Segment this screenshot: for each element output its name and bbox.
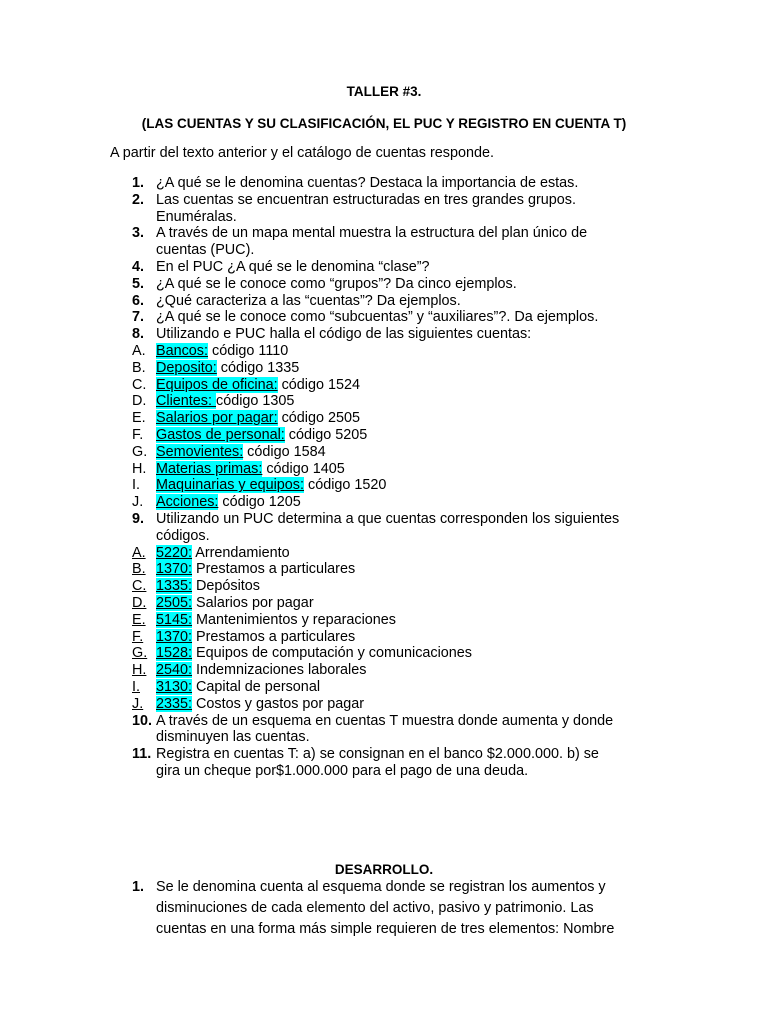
code-item: A. 5220: Arrendamiento (132, 544, 290, 561)
page-title: TALLER #3. (346, 84, 422, 99)
account-name: Materias primas: (156, 460, 263, 477)
code-value: 1370: (156, 628, 193, 645)
account-item: E. Salarios por pagar: código 2505 (132, 410, 361, 427)
code-value: 2335: (156, 695, 193, 712)
question-3: 3. A través de un mapa mental muestra la estructura del plan único de (132, 225, 588, 242)
code-item: D. 2505: Salarios por pagar (132, 594, 314, 611)
account-item: D. Clientes: código 1305 (132, 393, 295, 410)
account-name: Bancos: (156, 342, 208, 359)
account-code: código 1584 (243, 443, 326, 460)
question-6: 6. ¿Qué caracteriza a las “cuentas”? Da ejemplos. (132, 292, 461, 309)
question-3-cont: cuentas (PUC). (156, 242, 255, 259)
question-7: 7. ¿A qué se le conoce como “subcuentas” y “auxiliares”?. Da ejemplos. (132, 309, 599, 326)
account-code: código 1205 (218, 494, 301, 511)
account-name: Acciones: (156, 494, 219, 511)
code-value: 2505: (156, 594, 193, 611)
code-description: Prestamos a particulares (192, 561, 356, 578)
account-name: Salarios por pagar: (156, 410, 278, 427)
account-item: F. Gastos de personal: código 5205 (132, 426, 368, 443)
code-description: Depósitos (192, 578, 261, 595)
development-title: DESARROLLO. (334, 862, 434, 877)
account-code: código 1405 (262, 460, 345, 477)
account-item: J. Acciones: código 1205 (132, 494, 301, 511)
code-item: F. 1370: Prestamos a particulares (132, 628, 356, 645)
question-8: 8. Utilizando e PUC halla el código de las siguientes cuentas: (132, 326, 532, 343)
account-name: Semovientes: (156, 443, 244, 460)
question-9: 9. Utilizando un PUC determina a que cuentas corresponden los siguientes (132, 510, 620, 527)
code-value: 5145: (156, 611, 193, 628)
account-item: G. Semovientes: código 1584 (132, 443, 326, 460)
code-description: Salarios por pagar (192, 594, 314, 611)
code-item: C. 1335: Depósitos (132, 578, 261, 595)
code-description: Equipos de computación y comunicaciones (192, 645, 472, 662)
page-subtitle: (LAS CUENTAS Y SU CLASIFICACIÓN, EL PUC Y REGISTRO EN CUENTA T) (141, 116, 627, 131)
code-value: 1528: (156, 645, 193, 662)
account-code: código 2505 (277, 410, 361, 427)
code-value: 5220: (156, 544, 193, 561)
code-description: Mantenimientos y reparaciones (192, 611, 396, 628)
account-item: C. Equipos de oficina: código 1524 (132, 376, 361, 393)
code-description: Capital de personal (192, 678, 321, 695)
account-code: código 1520 (304, 477, 387, 494)
code-description: Indemnizaciones laborales (192, 662, 367, 679)
account-name: Deposito: (156, 359, 217, 376)
account-item: B. Deposito: código 1335 (132, 359, 300, 376)
account-name: Equipos de oficina: (156, 376, 278, 393)
code-description: Arrendamiento (192, 544, 290, 561)
code-value: 2540: (156, 662, 193, 679)
question-2: 2. Las cuentas se encuentran estructuradas en tres grandes grupos. (132, 191, 576, 208)
account-name: Maquinarias y equipos: (156, 477, 304, 494)
development-section (0, 877, 768, 940)
code-value: 3130: (156, 678, 193, 695)
code-value: 1370: (156, 561, 193, 578)
account-code: código 5205 (284, 426, 368, 443)
answer-1-cont: disminuciones de cada elemento del activo, pasivo y patrimonio. Las (156, 900, 594, 916)
code-item: B. 1370: Prestamos a particulares (132, 561, 356, 578)
question-11-cont: gira un cheque por$1.000.000 para el pago de una deuda. (156, 762, 529, 779)
code-description: Costos y gastos por pagar (192, 695, 364, 712)
account-code: código 1305 (216, 393, 295, 410)
code-item: J. 2335: Costos y gastos por pagar (132, 695, 364, 712)
intro-text: A partir del texto anterior y el catálogo de cuentas responde. (110, 145, 494, 161)
answer-1-cont: cuentas en una forma más simple requieren de tres elementos: Nombre (156, 921, 615, 937)
account-code: código 1524 (277, 376, 361, 393)
code-item: H. 2540: Indemnizaciones laborales (132, 662, 367, 679)
account-item: H. Materias primas: código 1405 (132, 460, 345, 477)
question-10-cont: disminuyen las cuentas. (156, 729, 310, 746)
account-code: código 1110 (208, 342, 289, 359)
question-1: 1. ¿A qué se le denomina cuentas? Destaca la importancia de estas. (132, 175, 579, 191)
question-2-cont: Enuméralas. (156, 208, 237, 225)
account-code: código 1335 (216, 359, 300, 376)
code-value: 1335: (156, 578, 193, 595)
account-item: A. Bancos: código 1110 (132, 342, 289, 359)
account-item: I. Maquinarias y equipos: código 1520 (132, 477, 387, 494)
account-name: Gastos de personal: (156, 426, 285, 443)
code-item: E. 5145: Mantenimientos y reparaciones (132, 611, 396, 628)
question-11: 11. Registra en cuentas T: a) se consignan en el banco $2.000.000. b) se (132, 746, 599, 763)
question-list (0, 175, 768, 780)
question-9-cont: códigos. (156, 527, 210, 544)
code-item: G. 1528: Equipos de computación y comunicaciones (132, 645, 472, 662)
answer-1: 1. Se le denomina cuenta al esquema donde se registran los aumentos y (132, 879, 606, 895)
question-5: 5. ¿A qué se le conoce como “grupos”? Da cinco ejemplos. (132, 275, 517, 292)
code-item: I. 3130: Capital de personal (132, 678, 321, 695)
code-description: Prestamos a particulares (192, 628, 356, 645)
question-10: 10. A través de un esquema en cuentas T muestra donde aumenta y donde (132, 712, 614, 729)
question-4: 4. En el PUC ¿A qué se le denomina “clase”? (132, 258, 430, 275)
account-name: Clientes: (156, 393, 216, 410)
